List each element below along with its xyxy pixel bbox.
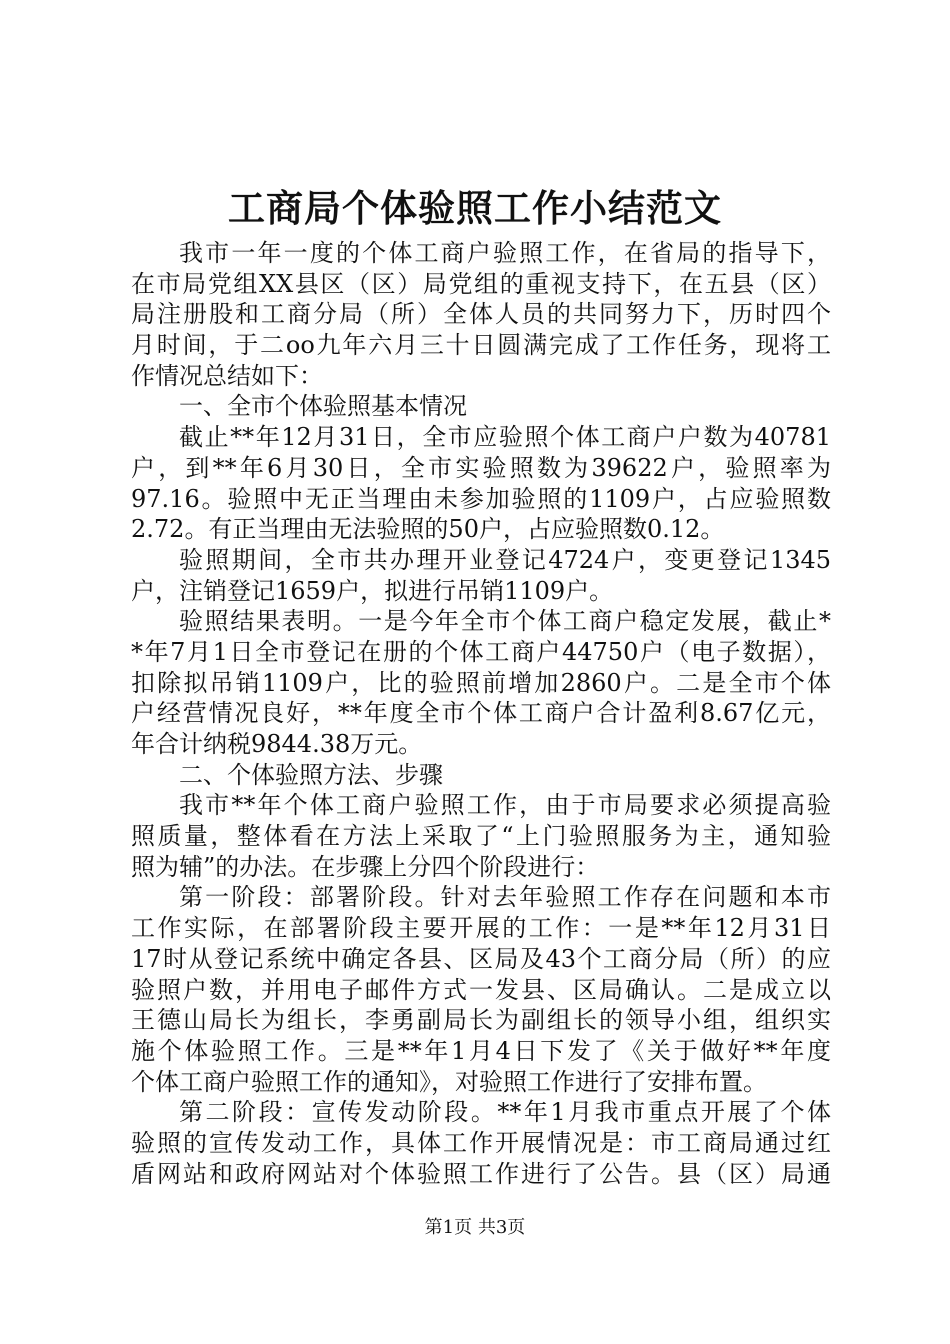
text-line: 年合计纳税9844.38万元。 xyxy=(131,730,423,758)
text-line: 验照期间，全市共办理开业登记4724户，变更登记1345 xyxy=(179,545,831,574)
text-line: 扣除拟吊销1109户，比的验照前增加2860户。二是全市个体 xyxy=(131,668,831,697)
text-line: 王德山局长为组长，李勇副局长为副组长的领导小组，组织实 xyxy=(131,1006,831,1035)
text-line: 工作实际，在部署阶段主要开展的工作：一是**年12月31日 xyxy=(131,914,831,943)
text-line: 户，到**年6月30日，全市实验照数为39622户，验照率为 xyxy=(131,453,831,482)
text-line: 在市局党组XX县区（区）局党组的重视支持下，在五县（区） xyxy=(131,269,831,298)
text-line: 局注册股和工商分局（所）全体人员的共同努力下，历时四个 xyxy=(131,300,831,329)
text-line: 我市**年个体工商户验照工作，由于市局要求必须提高验 xyxy=(179,791,831,820)
text-line: 17时从登记系统中确定各县、区局及43个工商分局（所）的应 xyxy=(131,944,831,973)
document-body xyxy=(131,238,831,1189)
text-line: 验照户数，并用电子邮件方式一发县、区局确认。二是成立以 xyxy=(131,975,831,1004)
text-line: 月时间，于二oo九年六月三十日圆满完成了工作任务，现将工 xyxy=(131,331,831,360)
text-line: 户，注销登记1659户，拟进行吊销1109户。 xyxy=(131,576,614,605)
text-line: 第一阶段：部署阶段。针对去年验照工作存在问题和本市 xyxy=(179,883,831,912)
text-line: 截止**年12月31日，全市应验照个体工商户户数为40781 xyxy=(179,423,831,452)
text-line: 作情况总结如下： xyxy=(131,361,323,390)
text-line: 2.72。有正当理由无法验照的50户，占应验照数0.12。 xyxy=(131,515,725,544)
text-line: 盾网站和政府网站对个体验照工作进行了公告。县（区）局通 xyxy=(131,1159,831,1188)
text-line: 验照结果表明。一是今年全市个体工商户稳定发展，截止* xyxy=(179,607,831,636)
text-line: 我市一年一度的个体工商户验照工作，在省局的指导下， xyxy=(179,239,831,267)
text-line: 第二阶段：宣传发动阶段。**年1月我市重点开展了个体 xyxy=(179,1098,831,1127)
text-line: 照为辅”的办法。在步骤上分四个阶段进行： xyxy=(131,852,600,881)
document-title: 工商局个体验照工作小结范文 xyxy=(228,186,722,230)
text-line: 户经营情况良好，**年度全市个体工商户合计盈利8.67亿元， xyxy=(131,699,831,728)
section-heading: 二、个体验照方法、步骤 xyxy=(179,760,443,789)
text-line: 照质量，整体看在方法上采取了“上门验照服务为主，通知验 xyxy=(131,822,831,851)
text-line: 个体工商户验照工作的通知》，对验照工作进行了安排布置。 xyxy=(131,1067,767,1096)
text-line: 施个体验照工作。三是**年1月4日下发了《关于做好**年度 xyxy=(131,1036,831,1065)
section-heading: 一、全市个体验照基本情况 xyxy=(179,392,467,421)
page-footer: 第1页 共3页 xyxy=(424,1217,526,1238)
text-line: *年7月1日全市登记在册的个体工商户44750户（电子数据）， xyxy=(131,637,831,666)
text-line: 验照的宣传发动工作，具体工作开展情况是：市工商局通过红 xyxy=(131,1128,831,1157)
text-line: 97.16。验照中无正当理由未参加验照的1109户，占应验照数 xyxy=(131,484,831,513)
